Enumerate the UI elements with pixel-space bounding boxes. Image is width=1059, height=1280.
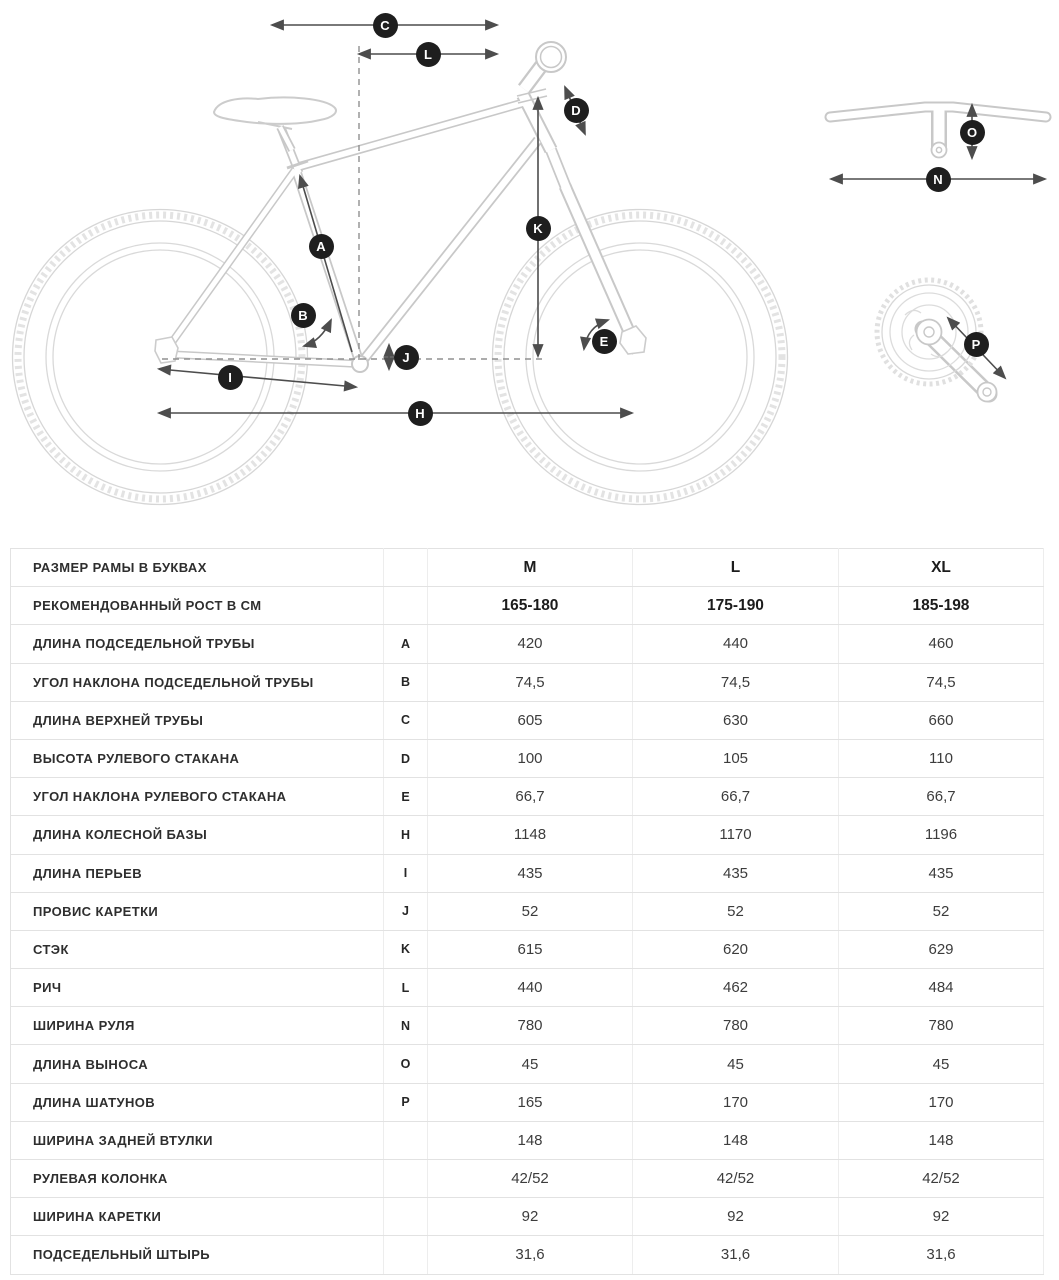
value-xl: 780 — [839, 1007, 1044, 1045]
value-l: L — [633, 549, 839, 587]
dimension-letter: K — [384, 930, 428, 968]
table-row — [11, 1045, 1044, 1083]
value-l: 66,7 — [633, 778, 839, 816]
value-m: M — [428, 549, 633, 587]
value-xl: 148 — [839, 1121, 1044, 1159]
spec-label: РАЗМЕР РАМЫ В БУКВАХ — [11, 549, 384, 587]
value-xl: 629 — [839, 930, 1044, 968]
value-l: 45 — [633, 1045, 839, 1083]
dimension-badge-n: N — [926, 167, 951, 192]
value-xl: 185-198 — [839, 587, 1044, 625]
spec-label: РЕКОМЕНДОВАННЫЙ РОСТ В СМ — [11, 587, 384, 625]
spec-label: ДЛИНА ПЕРЬЕВ — [11, 854, 384, 892]
table-row — [11, 1007, 1044, 1045]
table-row — [11, 701, 1044, 739]
dimension-letter — [384, 549, 428, 587]
value-xl: 66,7 — [839, 778, 1044, 816]
value-m: 92 — [428, 1198, 633, 1236]
value-m: 780 — [428, 1007, 633, 1045]
value-l: 105 — [633, 739, 839, 777]
value-m: 74,5 — [428, 663, 633, 701]
dimension-badge-j: J — [394, 345, 419, 370]
value-l: 175-190 — [633, 587, 839, 625]
spec-label: ПРОВИС КАРЕТКИ — [11, 892, 384, 930]
dimension-badge-l: L — [416, 42, 441, 67]
value-l: 170 — [633, 1083, 839, 1121]
value-xl: 74,5 — [839, 663, 1044, 701]
value-l: 148 — [633, 1121, 839, 1159]
table-row — [11, 1160, 1044, 1198]
value-l: 630 — [633, 701, 839, 739]
bike-geometry-diagram — [0, 0, 1059, 545]
value-l: 31,6 — [633, 1236, 839, 1274]
value-xl: XL — [839, 549, 1044, 587]
value-l: 440 — [633, 625, 839, 663]
dimension-letter — [384, 587, 428, 625]
value-m: 615 — [428, 930, 633, 968]
value-m: 66,7 — [428, 778, 633, 816]
value-xl: 52 — [839, 892, 1044, 930]
spec-label: УГОЛ НАКЛОНА РУЛЕВОГО СТАКАНА — [11, 778, 384, 816]
bike-diagram-drawing — [0, 0, 1059, 545]
table-row — [11, 587, 1044, 625]
dimension-letter — [384, 1236, 428, 1274]
value-xl: 1196 — [839, 816, 1044, 854]
spec-label: ВЫСОТА РУЛЕВОГО СТАКАНА — [11, 739, 384, 777]
table-row — [11, 1121, 1044, 1159]
table-row — [11, 625, 1044, 663]
table-row — [11, 969, 1044, 1007]
table-row — [11, 930, 1044, 968]
dimension-badge-c: C — [373, 13, 398, 38]
dimension-letter: C — [384, 701, 428, 739]
dimension-letter: D — [384, 739, 428, 777]
geometry-spec-table — [10, 548, 1044, 1275]
table-row — [11, 739, 1044, 777]
value-m: 1148 — [428, 816, 633, 854]
spec-label: РИЧ — [11, 969, 384, 1007]
value-m: 31,6 — [428, 1236, 633, 1274]
spec-label: ДЛИНА КОЛЕСНОЙ БАЗЫ — [11, 816, 384, 854]
spec-label: ШИРИНА КАРЕТКИ — [11, 1198, 384, 1236]
dimension-letter: J — [384, 892, 428, 930]
spec-label: ДЛИНА ШАТУНОВ — [11, 1083, 384, 1121]
value-m: 435 — [428, 854, 633, 892]
dimension-badge-p: P — [964, 332, 989, 357]
table-row — [11, 778, 1044, 816]
value-xl: 110 — [839, 739, 1044, 777]
value-l: 620 — [633, 930, 839, 968]
value-l: 1170 — [633, 816, 839, 854]
value-m: 165 — [428, 1083, 633, 1121]
value-m: 440 — [428, 969, 633, 1007]
dimension-badge-h: H — [408, 401, 433, 426]
value-xl: 45 — [839, 1045, 1044, 1083]
front-wheel — [493, 210, 788, 505]
dimension-letter: N — [384, 1007, 428, 1045]
table-row — [11, 1236, 1044, 1274]
dimension-letter: L — [384, 969, 428, 1007]
value-l: 92 — [633, 1198, 839, 1236]
value-xl: 460 — [839, 625, 1044, 663]
table-row — [11, 816, 1044, 854]
dimension-badge-b: B — [291, 303, 316, 328]
value-xl: 435 — [839, 854, 1044, 892]
spec-label: РУЛЕВАЯ КОЛОНКА — [11, 1160, 384, 1198]
dimension-badge-o: O — [960, 120, 985, 145]
dimension-letter — [384, 1121, 428, 1159]
spec-label: ПОДСЕДЕЛЬНЫЙ ШТЫРЬ — [11, 1236, 384, 1274]
spec-label: ШИРИНА ЗАДНЕЙ ВТУЛКИ — [11, 1121, 384, 1159]
value-xl: 170 — [839, 1083, 1044, 1121]
table-row — [11, 1198, 1044, 1236]
handlebar-top-view — [932, 143, 947, 158]
value-l: 74,5 — [633, 663, 839, 701]
value-xl: 42/52 — [839, 1160, 1044, 1198]
value-m: 420 — [428, 625, 633, 663]
dimension-letter — [384, 1160, 428, 1198]
spec-label: ДЛИНА ВЫНОСА — [11, 1045, 384, 1083]
spec-label: ДЛИНА ВЕРХНЕЙ ТРУБЫ — [11, 701, 384, 739]
dimension-badge-e: E — [592, 329, 617, 354]
dimension-letter: A — [384, 625, 428, 663]
spec-label: СТЭК — [11, 930, 384, 968]
value-xl: 31,6 — [839, 1236, 1044, 1274]
spec-label: ДЛИНА ПОДСЕДЕЛЬНОЙ ТРУБЫ — [11, 625, 384, 663]
dimension-letter: E — [384, 778, 428, 816]
table-row — [11, 549, 1044, 587]
value-m: 148 — [428, 1121, 633, 1159]
dimension-badge-i: I — [218, 365, 243, 390]
dimension-letter: P — [384, 1083, 428, 1121]
value-xl: 660 — [839, 701, 1044, 739]
spec-label: УГОЛ НАКЛОНА ПОДСЕДЕЛЬНОЙ ТРУБЫ — [11, 663, 384, 701]
value-l: 780 — [633, 1007, 839, 1045]
dimension-letter: I — [384, 854, 428, 892]
value-m: 605 — [428, 701, 633, 739]
value-l: 462 — [633, 969, 839, 1007]
value-l: 435 — [633, 854, 839, 892]
table-row — [11, 892, 1044, 930]
table-row — [11, 663, 1044, 701]
value-xl: 484 — [839, 969, 1044, 1007]
table-row — [11, 854, 1044, 892]
dimension-letter: H — [384, 816, 428, 854]
value-m: 45 — [428, 1045, 633, 1083]
dimension-letter: B — [384, 663, 428, 701]
value-l: 42/52 — [633, 1160, 839, 1198]
value-m: 100 — [428, 739, 633, 777]
dimension-badge-d: D — [564, 98, 589, 123]
value-m: 52 — [428, 892, 633, 930]
dimension-letter: O — [384, 1045, 428, 1083]
value-m: 165-180 — [428, 587, 633, 625]
dimension-letter — [384, 1198, 428, 1236]
dimension-badge-a: A — [309, 234, 334, 259]
table-row — [11, 1083, 1044, 1121]
value-l: 52 — [633, 892, 839, 930]
dimension-badge-k: K — [526, 216, 551, 241]
value-m: 42/52 — [428, 1160, 633, 1198]
spec-label: ШИРИНА РУЛЯ — [11, 1007, 384, 1045]
value-xl: 92 — [839, 1198, 1044, 1236]
